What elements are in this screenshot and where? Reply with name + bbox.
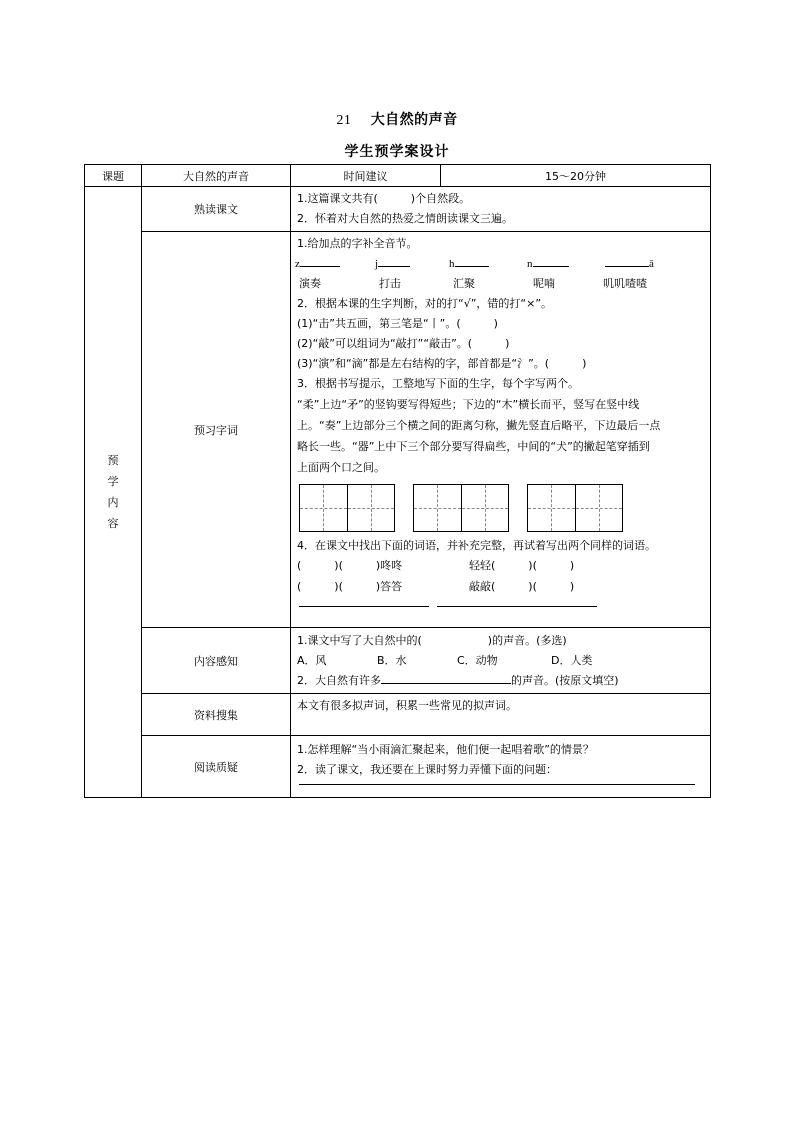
option-a: A．风 — [297, 653, 327, 667]
options-row — [297, 651, 706, 671]
words-content — [291, 232, 711, 628]
word-item: 打击 — [379, 277, 401, 290]
writing-grid[interactable] — [413, 484, 509, 532]
lesson-number: 21 — [336, 113, 352, 128]
content-q1: 1.课文中写了大自然中的( )的声音。(多选) — [297, 633, 567, 647]
preview-table — [84, 164, 711, 798]
fill-word: ( )( )答答 — [297, 580, 403, 593]
words-q1-title: 1.给加点的字补全音节。 — [297, 237, 418, 250]
row-question — [85, 736, 711, 798]
answer-line[interactable] — [299, 784, 695, 785]
writing-hint-line: 上面两个口之间。 — [297, 461, 385, 474]
pinyin-row: z j h n ā — [297, 254, 706, 274]
lesson-title: 大自然的声音 — [370, 112, 458, 128]
fill-word: 敲敲( )( ) — [469, 580, 575, 593]
judge-item: (1)“击”共五画，第三笔是“丨”。( ) — [297, 317, 498, 330]
label-words: 预习字词 — [142, 232, 291, 628]
label-time: 时间建议 — [291, 165, 441, 187]
judge-item: (3)“演”和“滴”都是左右结构的字，部首都是“氵”。( ) — [297, 357, 587, 370]
question-q1: 1.怎样理解“当小雨滴汇聚起来，他们便一起唱着歌”的情景？ — [297, 742, 594, 756]
fill-word: 轻轻( )( ) — [469, 559, 575, 572]
word-item: 叽叽喳喳 — [603, 277, 647, 290]
label-content: 内容感知 — [142, 628, 291, 694]
writing-hint-line: 上。“奏”上边部分三个横之间的距离匀称，撇先竖直后略平，下边最后一点 — [297, 419, 661, 432]
content-q2: 2．大自然有许多 的声音。(按原文填空) — [297, 671, 706, 691]
label-material: 资料搜集 — [142, 694, 291, 736]
answer-line[interactable] — [437, 606, 597, 607]
option-b: B．水 — [377, 653, 407, 667]
page-subtitle: 学生预学案设计 — [344, 144, 450, 160]
pinyin-words-row — [297, 274, 706, 294]
row-material — [85, 694, 711, 736]
question-content — [291, 736, 711, 798]
label-topic: 课题 — [85, 165, 142, 187]
row-content — [85, 628, 711, 694]
word-item: 演奏 — [299, 277, 321, 290]
reading-q2: 2．怀着对大自然的热爱之情朗读课文三遍。 — [297, 212, 513, 225]
answer-line[interactable] — [299, 606, 429, 607]
lesson-title-row — [0, 109, 794, 129]
fill-word: ( )( )咚咚 — [297, 559, 403, 572]
judge-item: (2)“敲”可以组词为“敲打”“敲击”。( ) — [297, 337, 510, 350]
question-q2: 2．读了课文，我还要在上课时努力弄懂下面的问题： — [297, 762, 557, 776]
material-content — [291, 694, 711, 736]
writing-grid[interactable] — [527, 484, 623, 532]
words-q4-title: 4．在课文中找出下面的词语，并补充完整，再试着写出两个同样的词语。 — [297, 539, 656, 552]
reading-q1: 1.这篇课文共有( )个自然段。 — [297, 192, 471, 205]
label-question: 阅读质疑 — [142, 736, 291, 798]
section-label: 预 学 内 容 — [107, 454, 119, 530]
reading-content — [291, 187, 711, 232]
writing-hint-line: “柔”上边“矛”的竖钩要写得短些；下边的“木”横长而平，竖写在竖中线 — [297, 398, 640, 411]
words-q2-title: 2．根据本课的生字判断，对的打“√”，错的打“×”。 — [297, 297, 553, 310]
topic-value: 大自然的声音 — [142, 165, 291, 187]
words-q3-title: 3．根据书写提示，工整地写下面的生字，每个字写两个。 — [297, 377, 579, 390]
word-item: 汇聚 — [453, 277, 475, 290]
writing-grids — [297, 484, 706, 532]
content-content — [291, 628, 711, 694]
writing-grid[interactable] — [299, 484, 395, 532]
time-value: 15～20分钟 — [441, 165, 711, 187]
section-label-cell — [85, 187, 142, 798]
word-item: 呢喃 — [533, 277, 555, 290]
material-text: 本文有很多拟声词，积累一些常见的拟声词。 — [297, 699, 517, 712]
row-words — [85, 232, 711, 628]
row-reading — [85, 187, 711, 232]
option-c: C．动物 — [457, 653, 498, 667]
table-header-row — [85, 165, 711, 187]
writing-hint-line: 略长一些。“器”上中下三个部分要写得扁些，中间的“犬”的撇起笔穿插到 — [297, 440, 650, 453]
label-reading: 熟读课文 — [142, 187, 291, 232]
answer-blank[interactable] — [381, 671, 511, 684]
option-d: D．人类 — [551, 653, 593, 667]
